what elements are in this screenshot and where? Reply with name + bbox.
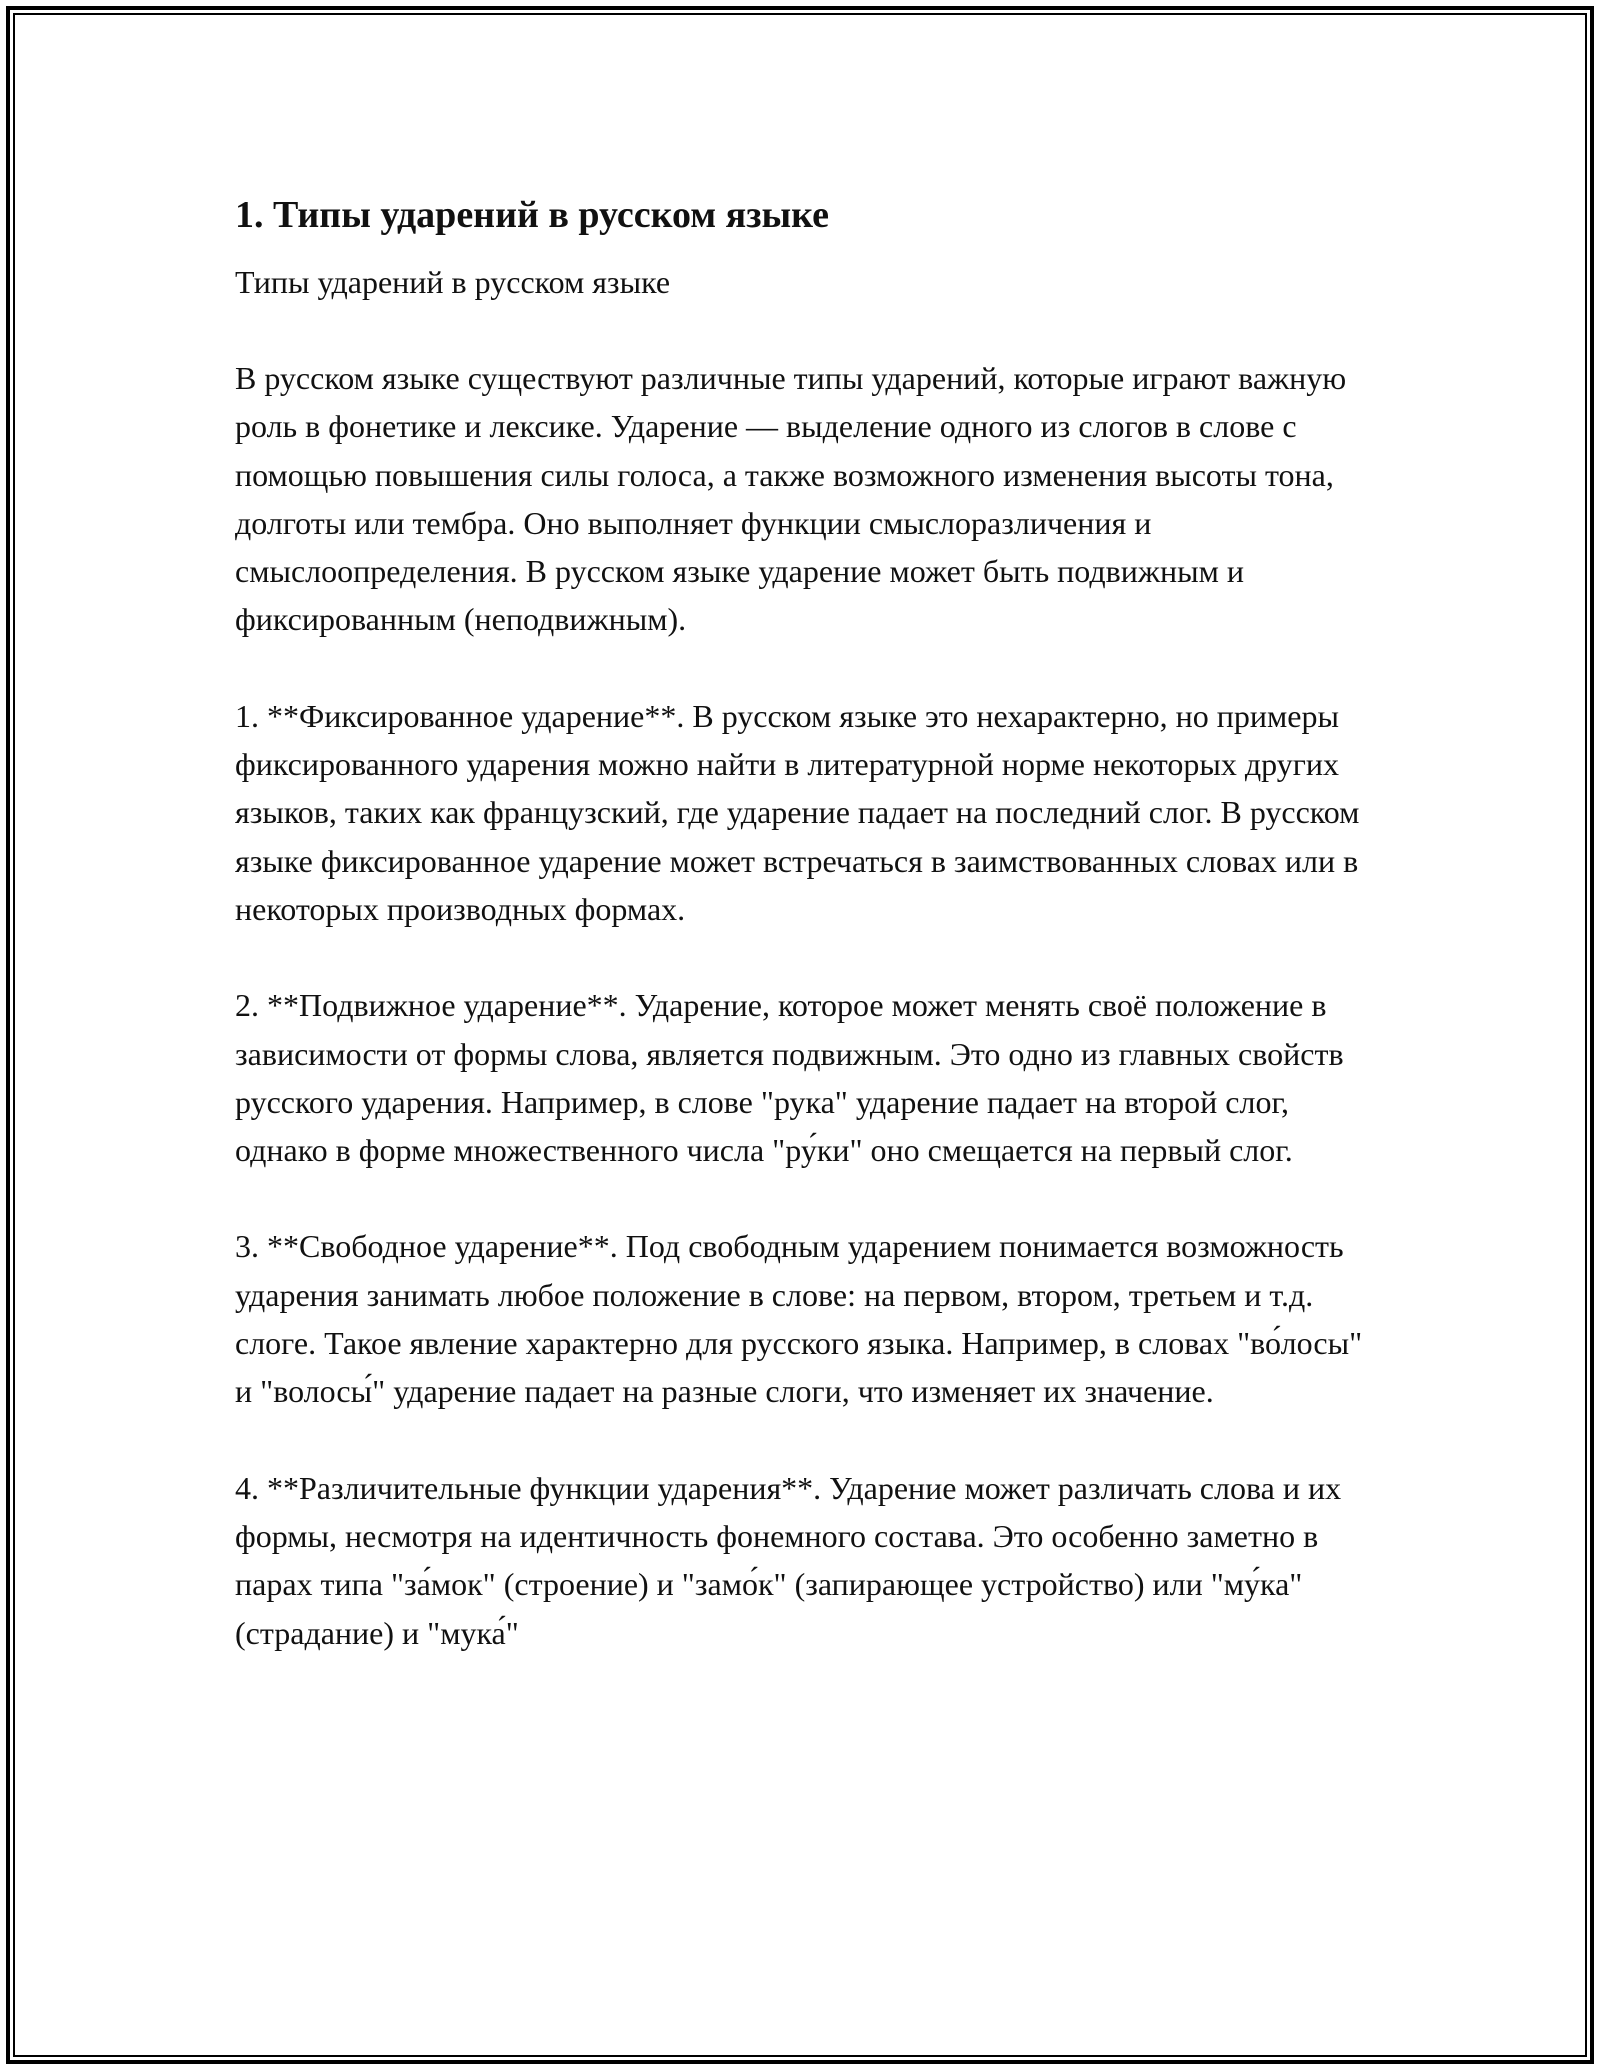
section-heading: 1. Типы ударений в русском языке — [235, 194, 829, 236]
paragraph-free-stress: 3. **Свободное ударение**. Под свободным ударением понимается возможность ударения занимать любое положение в слове: на первом, втором, третьем и т.д. слоге. Такое явление характерно для русского языка. Например, в словах "во́лосы" и "волосы́" ударение падает на разные слоги, что изменяет их значение. — [235, 1228, 1363, 1410]
section-subtitle: Типы ударений в русском языке — [235, 264, 671, 300]
paragraph-fixed-stress: 1. **Фиксированное ударение**. В русском языке это нехарактерно, но примеры фиксированного ударения можно найти в литературной норме некоторых других языков, таких как французский, где ударение падает на последний слог. В русском языке фиксированное ударение может встречаться в заимствованных словах или в некоторых производных формах. — [235, 697, 1360, 927]
document-page — [235, 185, 1385, 1657]
paragraph-distinctive-functions: 4. **Различительные функции ударения**. Ударение может различать слова и их формы, несмотря на идентичность фонемного состава. Это особенно заметно в парах типа "за́мок" (строение) и "замо́к" (запирающее устройство) или "му́ка" (страдание) и "мука́" — [235, 1469, 1342, 1651]
paragraph-intro: В русском языке существуют различные типы ударений, которые играют важную роль в фонетике и лексике. Ударение — выделение одного из слогов в слове с помощью повышения силы голоса, а также возможного изменения высоты тона, долготы или тембра. Оно выполняет функции смыслоразличения и смыслоопределения. В русском языке ударение может быть подвижным и фиксированным (неподвижным). — [235, 360, 1347, 638]
paragraph-mobile-stress: 2. **Подвижное ударение**. Ударение, которое может менять своё положение в зависимости от формы слова, является подвижным. Это одно из главных свойств русского ударения. Например, в слове "рука" ударение падает на второй слог, однако в форме множественного числа "ру́ки" оно смещается на первый слог. — [235, 987, 1344, 1169]
